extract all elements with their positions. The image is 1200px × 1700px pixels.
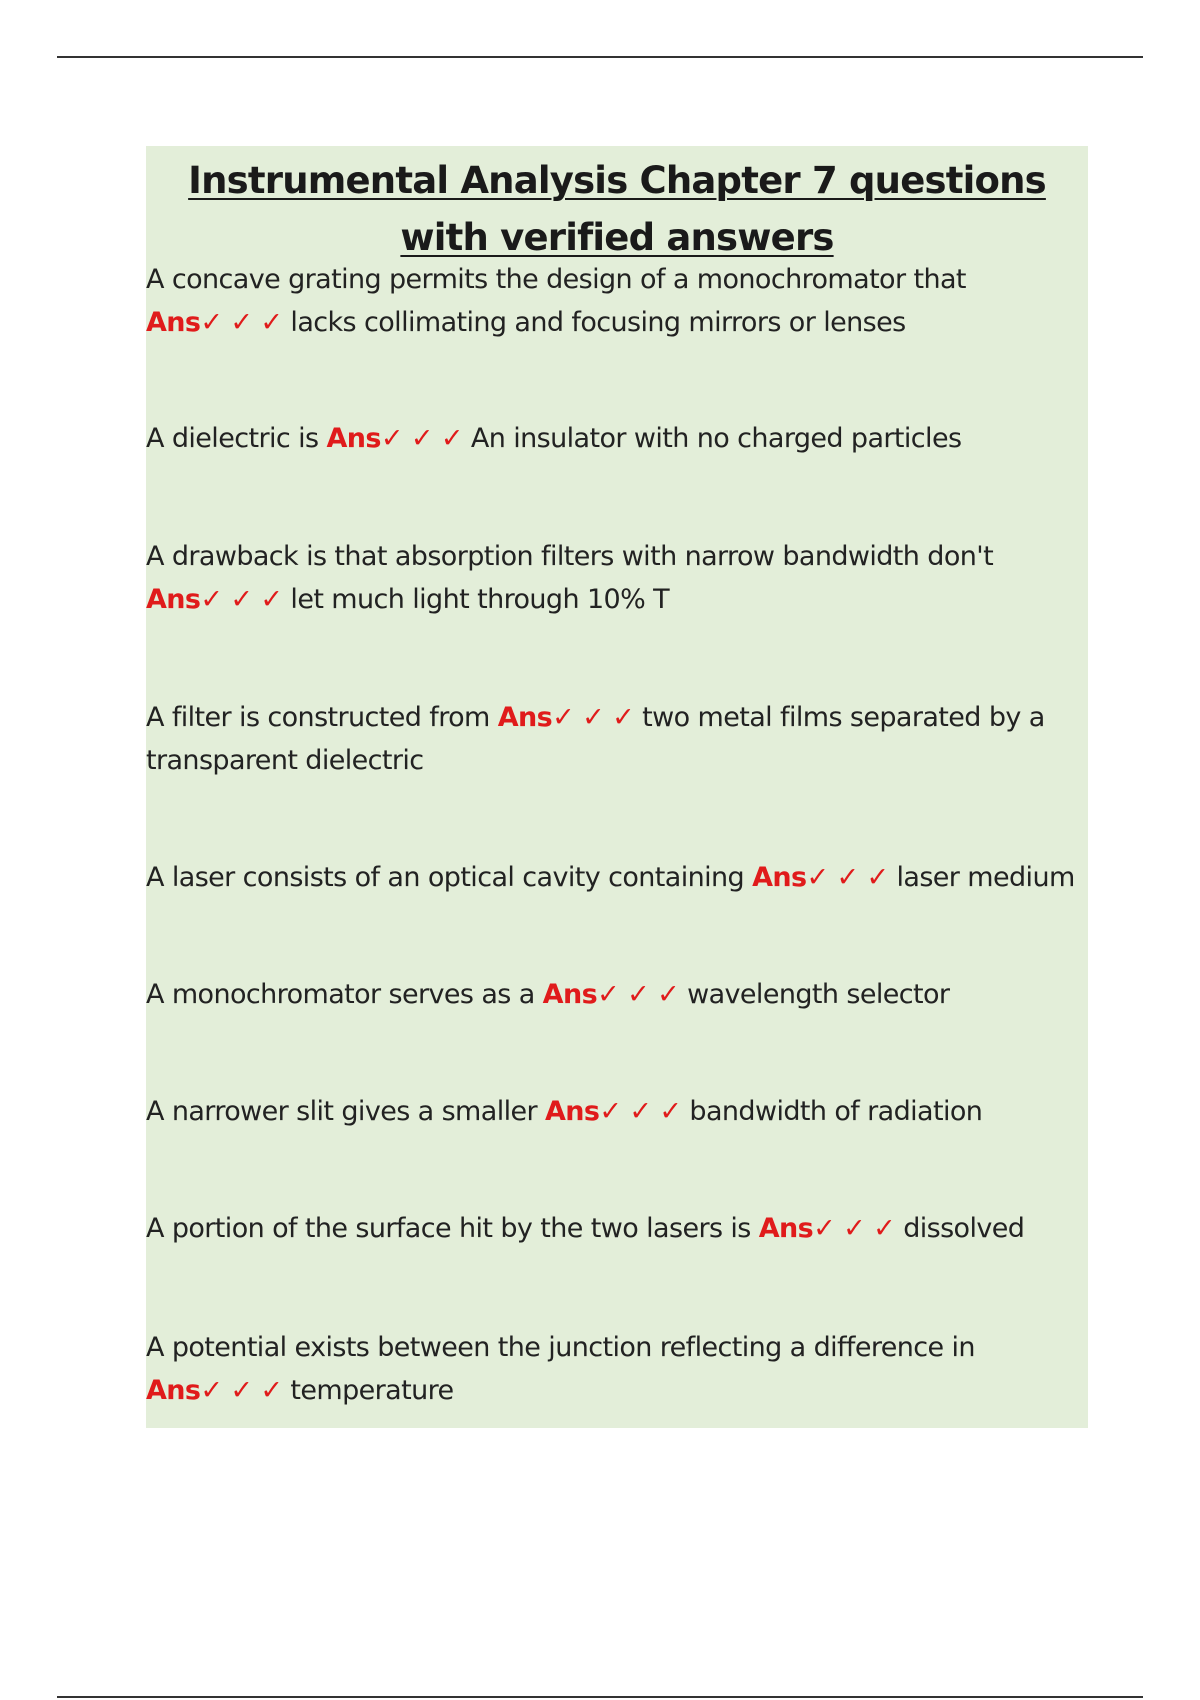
- answer-text: lacks collimating and focusing mirrors or lenses: [290, 307, 906, 338]
- answer-text: laser medium: [896, 862, 1075, 893]
- question-text: A dielectric is: [146, 423, 319, 454]
- qa-item-1: [146, 258, 1088, 344]
- qa-item-2: [146, 417, 1088, 460]
- answer-marker: Ans: [146, 307, 201, 338]
- answer-text: dissolved: [903, 1213, 1025, 1244]
- check-marks-icon: ✓ ✓ ✓: [380, 423, 463, 454]
- document-title: Instrumental Analysis Chapter 7 questions with verified answers: [188, 159, 1046, 259]
- answer-text: temperature: [290, 1375, 454, 1406]
- answer-text: bandwidth of radiation: [689, 1096, 983, 1127]
- footer-rule: [57, 1696, 1143, 1698]
- question-text: A narrower slit gives a smaller: [146, 1096, 538, 1127]
- check-marks-icon: ✓ ✓ ✓: [813, 1213, 896, 1244]
- question-text: A laser consists of an optical cavity containing: [146, 862, 745, 893]
- qa-item-9: [146, 1326, 1088, 1412]
- question-text: A potential exists between the junction reflecting a difference in: [146, 1332, 975, 1363]
- answer-text: let much light through 10% T: [290, 584, 670, 615]
- qa-item-6: [146, 973, 1088, 1016]
- question-text: A concave grating permits the design of a monochromator that: [146, 264, 966, 295]
- question-text: A drawback is that absorption filters with narrow bandwidth don't: [146, 541, 994, 572]
- check-marks-icon: ✓ ✓ ✓: [552, 702, 635, 733]
- answer-text: An insulator with no charged particles: [470, 423, 962, 454]
- check-marks-icon: ✓ ✓ ✓: [200, 307, 283, 338]
- qa-item-8: [146, 1207, 1088, 1250]
- answer-marker: Ans: [326, 423, 381, 454]
- answer-text: two metal films separated by a transparent dielectric: [146, 702, 1045, 776]
- qa-item-4: [146, 696, 1088, 782]
- qa-item-3: [146, 535, 1088, 621]
- answer-marker: Ans: [758, 1213, 814, 1244]
- check-marks-icon: ✓ ✓ ✓: [200, 584, 283, 615]
- question-text: A filter is constructed from: [146, 702, 490, 733]
- check-marks-icon: ✓ ✓ ✓: [806, 862, 889, 893]
- check-marks-icon: ✓ ✓ ✓: [599, 1096, 682, 1127]
- check-marks-icon: ✓ ✓ ✓: [597, 979, 680, 1010]
- question-text: A monochromator serves as a: [146, 979, 535, 1010]
- answer-marker: Ans: [542, 979, 598, 1010]
- highlighted-content-block: [146, 146, 1088, 1428]
- header-rule: [57, 56, 1143, 58]
- answer-text: wavelength selector: [687, 979, 950, 1010]
- answer-marker: Ans: [146, 1375, 201, 1406]
- qa-item-5: [146, 856, 1088, 899]
- qa-item-7: [146, 1090, 1088, 1133]
- answer-marker: Ans: [497, 702, 553, 733]
- question-text: A portion of the surface hit by the two lasers is: [146, 1213, 751, 1244]
- answer-marker: Ans: [752, 862, 807, 893]
- answer-marker: Ans: [146, 584, 201, 615]
- answer-marker: Ans: [545, 1096, 600, 1127]
- check-marks-icon: ✓ ✓ ✓: [200, 1375, 283, 1406]
